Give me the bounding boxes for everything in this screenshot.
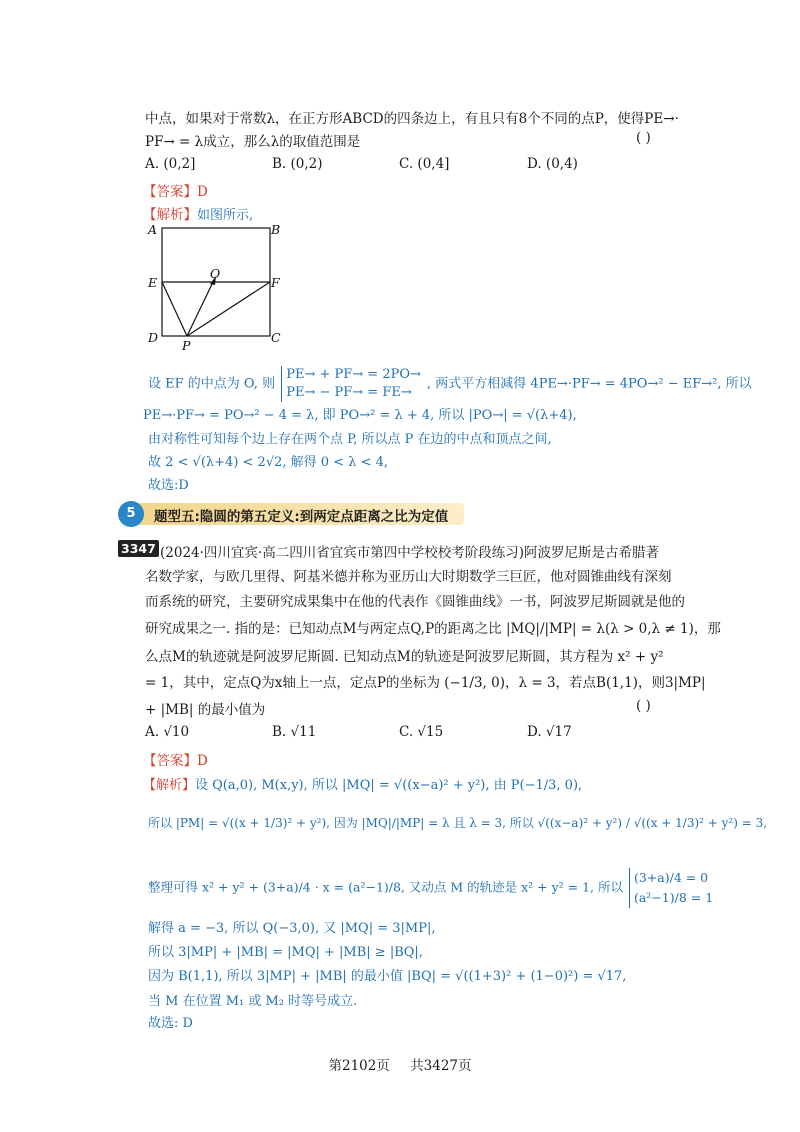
answer-line (143, 749, 208, 769)
answer-line (143, 180, 208, 200)
label-o: O (210, 266, 221, 281)
question-text-line: 么点M的轨迹就是阿波罗尼斯圆. 已知动点M的轨迹是阿波罗尼斯圆，其方程为 x² + y² (145, 649, 664, 665)
label-c: C (271, 330, 281, 345)
section-header (118, 501, 464, 527)
solution-line: 因为 B(1,1), 所以 3|MP| + |MB| 的最小值 |BQ| = √((1+3)² + (1−0)²) = √17, (148, 969, 627, 984)
label-f: F (271, 275, 280, 290)
solution-line: 解得 a = −3, 所以 Q(−3,0), 又 |MQ| = 3|MP|, (148, 921, 436, 936)
section-number: 5 (118, 501, 144, 527)
option-a: A. √10 (145, 724, 190, 740)
answer-value: D (197, 184, 208, 200)
analysis-label: 【解析】 (143, 207, 197, 223)
solution-line: 当 M 在位置 M₁ 或 M₂ 时等号成立. (148, 994, 358, 1009)
square-figure (140, 218, 290, 353)
option-b: B. (0,2) (272, 156, 323, 172)
option-a: A. (0,2] (145, 156, 196, 172)
question-number-badge: 3347 (118, 540, 159, 557)
equation-system (281, 366, 421, 402)
equation-system (629, 868, 713, 908)
answer-label: 【答案】 (143, 184, 197, 200)
option-b: B. √11 (272, 724, 317, 740)
system-row: PE→ − PF→ = FE→ (286, 385, 412, 400)
page-footer (0, 1054, 800, 1074)
solution-line: 故 2 < √(λ+4) < 2√2, 解得 0 < λ < 4, (148, 455, 388, 470)
answer-value: D (197, 753, 208, 769)
solution-prefix: 设 EF 的中点为 O, 则 (148, 376, 276, 392)
label-d: D (148, 330, 159, 345)
label-e: E (148, 275, 158, 290)
label-p: P (182, 338, 191, 353)
question-text-line: 名数学家，与欧几里得、阿基米德并称为亚历山大时期数学三巨匠，他对圆锥曲线有深刻 (145, 569, 672, 585)
option-d: D. √17 (527, 724, 572, 740)
solution-text: 整理可得 x² + y² + (3+a)/4 · x = (a²−1)/8, 又动点 M 的轨迹是 x² + y² = 1, 所以 (148, 879, 623, 895)
solution-line (148, 868, 713, 908)
analysis-text: 如图所示, (197, 208, 254, 223)
question-text-line: 研究成果之一. 指的是：已知动点M与两定点Q,P的距离之比 |MQ|/|MP| = λ(λ > 0,λ ≠ 1)，那 (145, 621, 721, 637)
solution-line: 故选: D (148, 1016, 193, 1031)
system-row: PE→ + PF→ = 2PO→ (286, 367, 421, 382)
solution-line: 故选:D (148, 478, 189, 493)
solution-line: 设 Q(a,0), M(x,y), 所以 |MQ| = √((x−a)² + y²), 由 P(−1/3, 0), (195, 778, 583, 793)
solution-line: 由对称性可知每个边上存在两个点 P, 所以点 P 在边的中点和顶点之间, (148, 432, 552, 447)
segment-pe (162, 282, 187, 336)
analysis-line (143, 774, 582, 793)
option-c: C. √15 (399, 724, 444, 740)
solution-line: PE→·PF→ = PO→² − 4 = λ, 即 PO→² = λ + 4, 所以 |PO→| = √(λ+4), (143, 408, 577, 423)
label-b: B (271, 222, 281, 237)
solution-line: 所以 3|MP| + |MB| = |MQ| + |MB| ≥ |BQ|, (148, 945, 423, 960)
answer-paren: ( ) (636, 698, 651, 714)
total-pages: 共3427页 (410, 1058, 472, 1074)
answer-paren: ( ) (636, 130, 651, 146)
question-text-line: + |MB| 的最小值为 (145, 702, 266, 718)
page-number: 第2102页 (328, 1058, 390, 1074)
label-a: A (148, 222, 158, 237)
solution-line (148, 366, 752, 402)
question-text-line: = 1，其中，定点Q为x轴上一点，定点P的坐标为 (−1/3, 0)，λ = 3，若点B(1,1)，则3|MP| (145, 675, 706, 691)
analysis-label: 【解析】 (143, 778, 196, 793)
system-row: (a²−1)/8 = 1 (633, 890, 714, 905)
solution-suffix: , 两式平方相减得 4PE→·PF→ = 4PO→² − EF→², 所以 (427, 376, 752, 392)
option-c: C. (0,4] (399, 156, 450, 172)
solution-line: 所以 |PM| = √((x + 1/3)² + y²), 因为 |MQ|/|MP| = λ 且 λ = 3, 所以 √((x−a)² + y²) / √((x + 1/3)² + y²) = 3, (148, 816, 768, 830)
question-text-line: PF→ = λ成立，那么λ的取值范围是 (145, 134, 361, 150)
question-text-line: 而系统的研究，主要研究成果集中在他的代表作《圆锥曲线》一书，阿波罗尼斯圆就是他的 (145, 594, 685, 610)
section-title: 题型五:隐圆的第五定义:到两定点距离之比为定值 (154, 509, 449, 525)
system-row: (3+a)/4 = 0 (633, 870, 709, 885)
question-text-line: 中点，如果对于常数λ，在正方形ABCD的四条边上，有且只有8个不同的点P，使得PE→· (145, 111, 679, 127)
answer-label: 【答案】 (143, 753, 197, 769)
option-d: D. (0,4) (527, 156, 578, 172)
question-text-line: (2024·四川宜宾·高二四川省宜宾市第四中学校校考阶段练习)阿波罗尼斯是古希腊著 (160, 545, 659, 561)
